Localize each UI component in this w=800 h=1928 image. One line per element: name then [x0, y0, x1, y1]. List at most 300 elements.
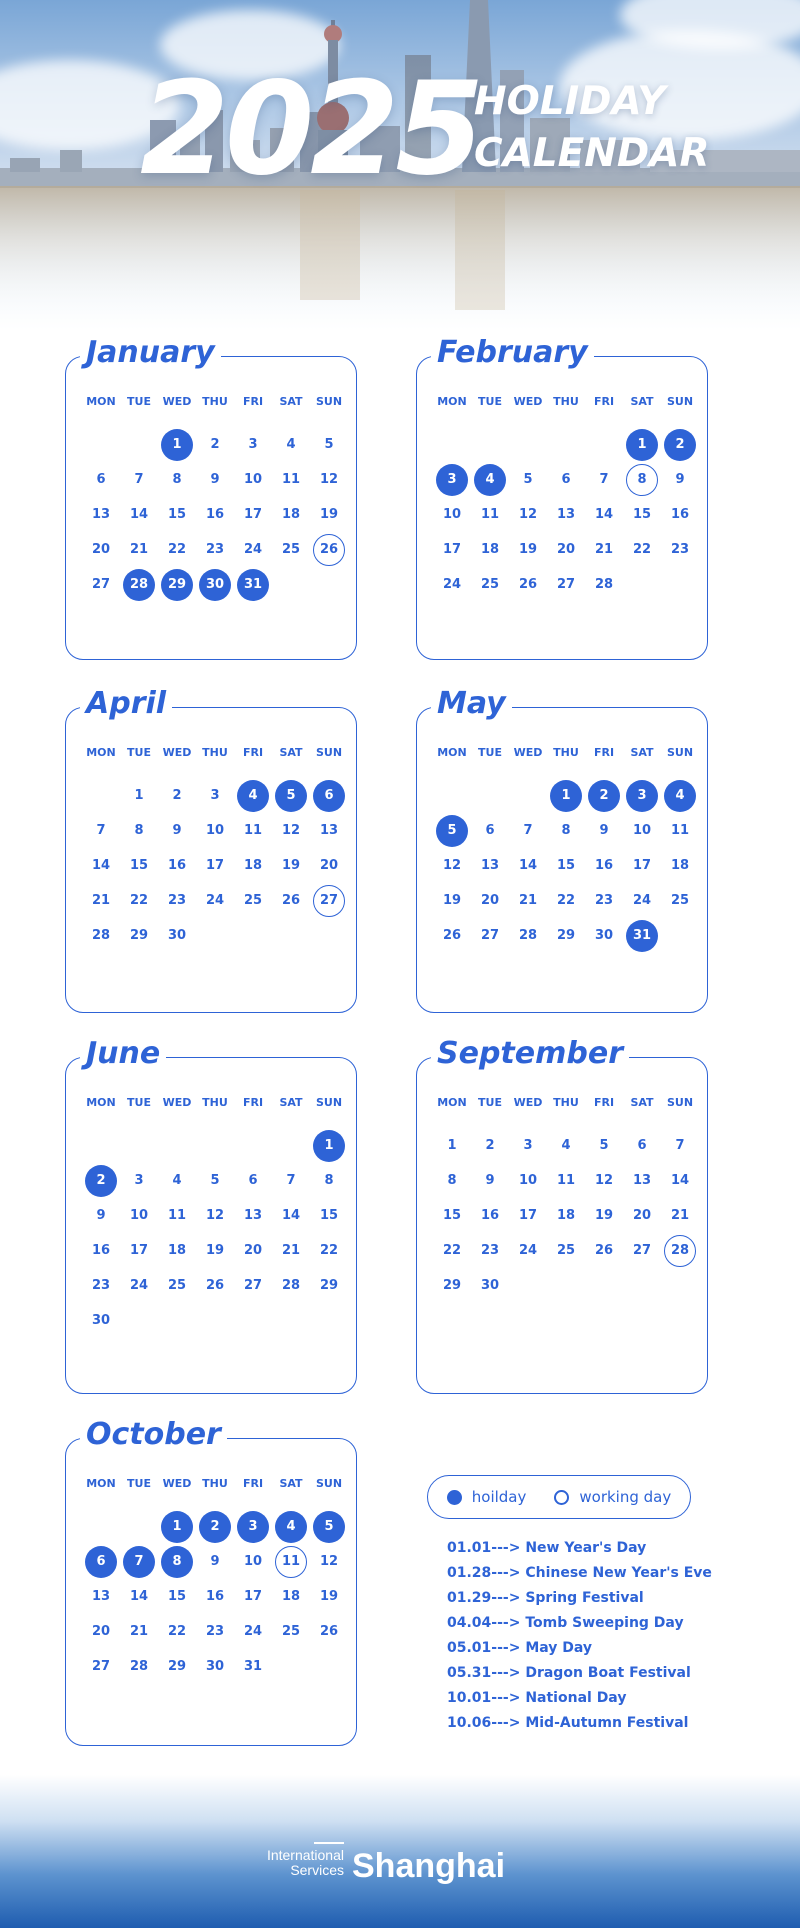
weekday-label: FRI: [593, 1096, 615, 1109]
holiday-day: 6: [85, 1546, 117, 1578]
calendar-day: 3: [210, 788, 220, 803]
calendar-day: 6: [96, 472, 106, 487]
calendar-day: 4: [172, 1173, 182, 1188]
weekday-label: SAT: [279, 746, 303, 759]
calendar-day: 19: [518, 542, 538, 557]
weekday-header: [82, 1477, 348, 1493]
calendar-day: 17: [205, 858, 225, 873]
calendar-day: 30: [91, 1313, 111, 1328]
calendar-day: 11: [243, 823, 263, 838]
brand-city: Shanghai: [352, 1847, 506, 1885]
weekday-label: FRI: [242, 746, 264, 759]
month-card-september: [416, 1036, 708, 1394]
weekday-label: THU: [202, 395, 228, 408]
holiday-day: 1: [313, 1130, 345, 1162]
calendar-day: 12: [281, 823, 301, 838]
calendar-day: 9: [485, 1173, 495, 1188]
calendar-day: 26: [281, 893, 301, 908]
calendar-day: 26: [594, 1243, 614, 1258]
calendar-day: 19: [205, 1243, 225, 1258]
calendar-day: 23: [670, 542, 690, 557]
weekday-label: TUE: [127, 1477, 151, 1490]
calendar-day: 15: [442, 1208, 462, 1223]
holiday-list-item: 01.01---> New Year's Day: [447, 1540, 647, 1556]
calendar-day: 22: [556, 893, 576, 908]
weekday-label: TUE: [127, 395, 151, 408]
calendar-day: 7: [675, 1138, 685, 1153]
calendar-day: 10: [632, 823, 652, 838]
calendar-day: 14: [129, 507, 149, 522]
calendar-day: 22: [167, 542, 187, 557]
calendar-day: 14: [281, 1208, 301, 1223]
hero-banner: [0, 0, 800, 330]
weekday-header: [82, 395, 348, 411]
calendar-day: 21: [129, 542, 149, 557]
calendar-day: 30: [480, 1278, 500, 1293]
weekday-label: TUE: [127, 746, 151, 759]
holiday-day: 31: [237, 569, 269, 601]
calendar-day: 23: [594, 893, 614, 908]
calendar-day: 6: [485, 823, 495, 838]
calendar-day: 18: [281, 507, 301, 522]
calendar-day: 20: [480, 893, 500, 908]
calendar-day: 14: [670, 1173, 690, 1188]
calendar-day: 13: [632, 1173, 652, 1188]
month-card-february: [416, 335, 708, 660]
month-card-january: [65, 335, 357, 660]
calendar-day: 24: [442, 577, 462, 592]
calendar-day: 15: [129, 858, 149, 873]
weekday-label: SAT: [279, 1096, 303, 1109]
calendar-day: 29: [442, 1278, 462, 1293]
calendar-day: 16: [167, 858, 187, 873]
holiday-day: 2: [85, 1165, 117, 1197]
calendar-day: 20: [91, 1624, 111, 1639]
month-title: May: [431, 686, 512, 722]
calendar-day: 9: [172, 823, 182, 838]
calendar-day: 15: [556, 858, 576, 873]
calendar-day: 25: [480, 577, 500, 592]
calendar-day: 18: [670, 858, 690, 873]
weekday-label: FRI: [593, 746, 615, 759]
calendar-day: 13: [91, 1589, 111, 1604]
weekday-label: TUE: [478, 1096, 502, 1109]
calendar-day: 16: [480, 1208, 500, 1223]
month-card-june: [65, 1036, 357, 1394]
holiday-list-item: 04.04---> Tomb Sweeping Day: [447, 1615, 684, 1631]
legend: [427, 1475, 691, 1519]
holiday-day: 6: [313, 780, 345, 812]
calendar-day: 14: [129, 1589, 149, 1604]
calendar-day: 16: [205, 507, 225, 522]
calendar-day: 10: [243, 472, 263, 487]
calendar-day: 28: [518, 928, 538, 943]
weekday-label: MON: [437, 395, 467, 408]
weekday-label: SUN: [315, 1477, 343, 1490]
calendar-day: 15: [319, 1208, 339, 1223]
holiday-day: 4: [237, 780, 269, 812]
holiday-day: 1: [626, 429, 658, 461]
calendar-day: 13: [556, 507, 576, 522]
calendar-day: 23: [480, 1243, 500, 1258]
weekday-label: WED: [513, 1096, 543, 1109]
calendar-day: 5: [599, 1138, 609, 1153]
calendar-day: 13: [319, 823, 339, 838]
calendar-day: 12: [205, 1208, 225, 1223]
holiday-list: [447, 1536, 712, 1736]
calendar-day: 28: [594, 577, 614, 592]
holiday-day: 30: [199, 569, 231, 601]
year-heading: 2025: [140, 55, 481, 204]
weekday-label: THU: [202, 1096, 228, 1109]
month-title: October: [80, 1417, 227, 1453]
calendar-day: 5: [324, 437, 334, 452]
calendar-day: 11: [670, 823, 690, 838]
calendar-day: 14: [518, 858, 538, 873]
calendar-day: 20: [91, 542, 111, 557]
calendar-day: 27: [480, 928, 500, 943]
calendar-day: 25: [281, 542, 301, 557]
weekday-label: SAT: [630, 746, 654, 759]
calendar-day: 11: [480, 507, 500, 522]
working-day: 11: [275, 1546, 307, 1578]
calendar-day: 17: [243, 507, 263, 522]
weekday-header: [82, 1096, 348, 1112]
calendar-day: 3: [248, 437, 258, 452]
calendar-day: 30: [594, 928, 614, 943]
calendar-day: 11: [167, 1208, 187, 1223]
holiday-list-item: 10.06---> Mid-Autumn Festival: [447, 1715, 689, 1731]
calendar-day: 11: [281, 472, 301, 487]
brand-subtitle: International Services: [266, 1847, 344, 1878]
weekday-label: WED: [162, 1096, 192, 1109]
calendar-day: 2: [485, 1138, 495, 1153]
calendar-day: 27: [243, 1278, 263, 1293]
calendar-day: 15: [167, 507, 187, 522]
weekday-label: SUN: [315, 395, 343, 408]
calendar-day: 16: [670, 507, 690, 522]
calendar-day: 19: [442, 893, 462, 908]
weekday-label: WED: [162, 746, 192, 759]
month-title: June: [80, 1036, 166, 1072]
calendar-day: 25: [167, 1278, 187, 1293]
calendar-day: 6: [637, 1138, 647, 1153]
calendar-day: 17: [632, 858, 652, 873]
weekday-label: THU: [553, 746, 579, 759]
holiday-day: 31: [626, 920, 658, 952]
weekday-label: WED: [162, 1477, 192, 1490]
legend-working-label: working day: [579, 1488, 672, 1506]
calendar-day: 21: [670, 1208, 690, 1223]
calendar-day: 8: [172, 472, 182, 487]
holiday-day: 2: [199, 1511, 231, 1543]
calendar-day: 8: [447, 1173, 457, 1188]
calendar-day: 21: [281, 1243, 301, 1258]
weekday-header: [433, 746, 699, 762]
weekday-header: [433, 1096, 699, 1112]
calendar-day: 28: [281, 1278, 301, 1293]
calendar-day: 17: [442, 542, 462, 557]
legend-working-day: [554, 1488, 671, 1506]
calendar-day: 26: [518, 577, 538, 592]
calendar-day: 20: [556, 542, 576, 557]
calendar-day: 14: [594, 507, 614, 522]
holiday-day: 2: [664, 429, 696, 461]
holiday-day: 7: [123, 1546, 155, 1578]
calendar-day: 20: [632, 1208, 652, 1223]
calendar-day: 29: [556, 928, 576, 943]
month-card-october: [65, 1417, 357, 1746]
calendar-day: 9: [96, 1208, 106, 1223]
weekday-label: MON: [86, 395, 116, 408]
holiday-day: 5: [275, 780, 307, 812]
calendar-day: 25: [556, 1243, 576, 1258]
holiday-day: 2: [588, 780, 620, 812]
holiday-day: 5: [436, 815, 468, 847]
calendar-day: 4: [561, 1138, 571, 1153]
calendar-day: 15: [167, 1589, 187, 1604]
calendar-day: 18: [480, 542, 500, 557]
calendar-day: 1: [447, 1138, 457, 1153]
weekday-label: FRI: [593, 395, 615, 408]
calendar-day: 24: [243, 1624, 263, 1639]
calendar-day: 23: [91, 1278, 111, 1293]
holiday-day: 5: [313, 1511, 345, 1543]
calendar-day: 27: [632, 1243, 652, 1258]
calendar-day: 18: [556, 1208, 576, 1223]
month-card-april: [65, 686, 357, 1013]
calendar-day: 18: [243, 858, 263, 873]
brand-bar: [314, 1842, 344, 1844]
weekday-label: THU: [553, 1096, 579, 1109]
calendar-day: 27: [556, 577, 576, 592]
calendar-day: 29: [167, 1659, 187, 1674]
calendar-day: 13: [243, 1208, 263, 1223]
calendar-day: 11: [556, 1173, 576, 1188]
calendar-day: 22: [129, 893, 149, 908]
calendar-day: 28: [129, 1659, 149, 1674]
calendar-day: 20: [319, 858, 339, 873]
holiday-day: 1: [550, 780, 582, 812]
calendar-day: 9: [675, 472, 685, 487]
calendar-day: 16: [205, 1589, 225, 1604]
calendar-day: 21: [518, 893, 538, 908]
weekday-label: MON: [86, 1477, 116, 1490]
weekday-label: THU: [202, 746, 228, 759]
calendar-day: 17: [518, 1208, 538, 1223]
calendar-day: 7: [523, 823, 533, 838]
calendar-day: 27: [91, 577, 111, 592]
weekday-header: [433, 395, 699, 411]
calendar-day: 14: [91, 858, 111, 873]
calendar-day: 12: [594, 1173, 614, 1188]
weekday-label: SAT: [630, 395, 654, 408]
weekday-label: WED: [513, 746, 543, 759]
calendar-day: 18: [281, 1589, 301, 1604]
calendar-day: 25: [243, 893, 263, 908]
weekday-label: TUE: [478, 746, 502, 759]
weekday-label: FRI: [242, 395, 264, 408]
calendar-day: 31: [243, 1659, 263, 1674]
weekday-label: WED: [162, 395, 192, 408]
working-day: 27: [313, 885, 345, 917]
weekday-label: THU: [202, 1477, 228, 1490]
calendar-day: 7: [599, 472, 609, 487]
calendar-day: 9: [599, 823, 609, 838]
weekday-label: SUN: [666, 395, 694, 408]
calendar-day: 25: [281, 1624, 301, 1639]
working-day: 8: [626, 464, 658, 496]
calendar-day: 29: [319, 1278, 339, 1293]
calendar-day: 28: [91, 928, 111, 943]
weekday-label: FRI: [242, 1096, 264, 1109]
calendar-day: 12: [319, 472, 339, 487]
calendar-day: 23: [205, 1624, 225, 1639]
calendar-day: 10: [129, 1208, 149, 1223]
calendar-day: 3: [134, 1173, 144, 1188]
calendar-day: 9: [210, 472, 220, 487]
calendar-day: 26: [205, 1278, 225, 1293]
calendar-day: 21: [129, 1624, 149, 1639]
calendar-day: 2: [172, 788, 182, 803]
calendar-day: 19: [319, 507, 339, 522]
holiday-day: 4: [275, 1511, 307, 1543]
calendar-day: 23: [205, 542, 225, 557]
calendar-day: 24: [243, 542, 263, 557]
weekday-label: MON: [437, 1096, 467, 1109]
weekday-label: SAT: [630, 1096, 654, 1109]
calendar-day: 10: [205, 823, 225, 838]
weekday-label: SUN: [666, 746, 694, 759]
weekday-label: TUE: [478, 395, 502, 408]
calendar-day: 5: [523, 472, 533, 487]
holiday-list-item: 01.29---> Spring Festival: [447, 1590, 644, 1606]
calendar-day: 30: [167, 928, 187, 943]
weekday-label: FRI: [242, 1477, 264, 1490]
calendar-day: 19: [319, 1589, 339, 1604]
calendar-day: 10: [518, 1173, 538, 1188]
calendar-day: 27: [91, 1659, 111, 1674]
legend-holiday-label: hoilday: [471, 1488, 527, 1506]
calendar-day: 18: [167, 1243, 187, 1258]
calendar-day: 8: [134, 823, 144, 838]
holiday-day: 3: [237, 1511, 269, 1543]
calendar-day: 17: [243, 1589, 263, 1604]
month-title: April: [80, 686, 172, 722]
calendar-day: 25: [670, 893, 690, 908]
calendar-day: 24: [205, 893, 225, 908]
calendar-day: 6: [248, 1173, 258, 1188]
holiday-day: 3: [626, 780, 658, 812]
calendar-day: 26: [442, 928, 462, 943]
weekday-label: MON: [86, 746, 116, 759]
weekday-label: SAT: [279, 1477, 303, 1490]
calendar-day: 8: [561, 823, 571, 838]
calendar-day: 10: [442, 507, 462, 522]
calendar-day: 10: [243, 1554, 263, 1569]
title-calendar: CALENDAR: [474, 131, 710, 176]
calendar-day: 17: [129, 1243, 149, 1258]
calendar-day: 24: [632, 893, 652, 908]
holiday-day: 29: [161, 569, 193, 601]
calendar-day: 12: [518, 507, 538, 522]
weekday-label: SAT: [279, 395, 303, 408]
calendar-day: 4: [286, 437, 296, 452]
calendar-day: 22: [442, 1243, 462, 1258]
holiday-list-item: 01.28---> Chinese New Year's Eve: [447, 1565, 712, 1581]
holiday-list-item: 10.01---> National Day: [447, 1690, 627, 1706]
calendar-day: 21: [91, 893, 111, 908]
calendar-day: 5: [210, 1173, 220, 1188]
calendar-day: 22: [319, 1243, 339, 1258]
calendar-day: 1: [134, 788, 144, 803]
calendar-day: 16: [91, 1243, 111, 1258]
weekday-header: [82, 746, 348, 762]
calendar-day: 12: [319, 1554, 339, 1569]
ring-circle-icon: [554, 1490, 569, 1505]
month-title: September: [431, 1036, 629, 1072]
calendar-day: 22: [632, 542, 652, 557]
calendar-day: 13: [480, 858, 500, 873]
month-card-may: [416, 686, 708, 1013]
calendar-day: 8: [324, 1173, 334, 1188]
weekday-label: SUN: [315, 1096, 343, 1109]
holiday-list-item: 05.31---> Dragon Boat Festival: [447, 1665, 691, 1681]
title-holiday: HOLIDAY: [474, 79, 666, 124]
holiday-day: 1: [161, 1511, 193, 1543]
calendar-day: 22: [167, 1624, 187, 1639]
holiday-day: 4: [664, 780, 696, 812]
weekday-label: THU: [553, 395, 579, 408]
month-title: January: [80, 335, 221, 371]
weekday-label: SUN: [666, 1096, 694, 1109]
calendar-day: 30: [205, 1659, 225, 1674]
holiday-day: 28: [123, 569, 155, 601]
working-day: 26: [313, 534, 345, 566]
calendar-day: 6: [561, 472, 571, 487]
weekday-label: WED: [513, 395, 543, 408]
calendar-day: 29: [129, 928, 149, 943]
holiday-day: 8: [161, 1546, 193, 1578]
weekday-label: TUE: [127, 1096, 151, 1109]
holiday-day: 1: [161, 429, 193, 461]
calendar-day: 16: [594, 858, 614, 873]
calendar-day: 23: [167, 893, 187, 908]
calendar-day: 19: [281, 858, 301, 873]
month-title: February: [431, 335, 594, 371]
weekday-label: MON: [86, 1096, 116, 1109]
holiday-list-item: 05.01---> May Day: [447, 1640, 593, 1656]
holiday-day: 3: [436, 464, 468, 496]
calendar-day: 26: [319, 1624, 339, 1639]
calendar-day: 2: [210, 437, 220, 452]
calendar-day: 9: [210, 1554, 220, 1569]
calendar-day: 7: [134, 472, 144, 487]
calendar-day: 24: [518, 1243, 538, 1258]
calendar-day: 7: [96, 823, 106, 838]
calendar-day: 7: [286, 1173, 296, 1188]
calendar-day: 21: [594, 542, 614, 557]
working-day: 28: [664, 1235, 696, 1267]
legend-holiday: [447, 1488, 527, 1506]
filled-circle-icon: [447, 1490, 462, 1505]
calendar-day: 12: [442, 858, 462, 873]
calendar-day: 20: [243, 1243, 263, 1258]
calendar-day: 24: [129, 1278, 149, 1293]
calendar-day: 3: [523, 1138, 533, 1153]
calendar-day: 15: [632, 507, 652, 522]
weekday-label: SUN: [315, 746, 343, 759]
